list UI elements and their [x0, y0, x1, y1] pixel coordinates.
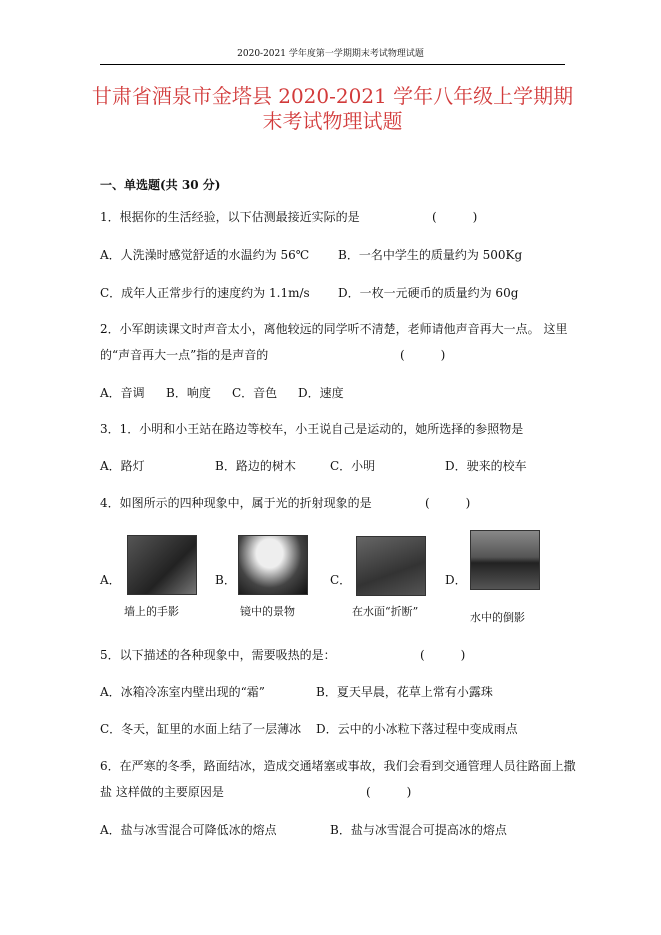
water-reflection-image — [470, 530, 540, 590]
q1-blank: ( ) — [432, 210, 478, 224]
q6-option-b: B．盐与冰雪混合可提高冰的熔点 — [330, 823, 507, 837]
mirror-scene-image — [238, 535, 308, 595]
q3-stem: 3．1．小明和小王站在路边等校车，小王说自己是运动的，她所选择的参照物是 — [100, 422, 524, 436]
q5-option-d: D．云中的小冰粒下落过程中变成雨点 — [316, 722, 518, 736]
q1-option-d: D．一枚一元硬币的质量约为 60g — [338, 286, 519, 300]
q2-option-c: C．音色 — [232, 386, 278, 400]
q4-blank: ( ) — [425, 496, 471, 510]
q6-stem: 6．在严寒的冬季，路面结冰，造成交通堵塞或事故，我们会看到交通管理人员往路面上撒 — [100, 759, 576, 773]
q4-option-d-label: D． — [445, 573, 467, 587]
q2-option-a: A．音调 — [100, 386, 145, 400]
q1-option-a: A．人洗澡时感觉舒适的水温约为 56℃ — [100, 248, 310, 262]
q4-stem: 4．如图所示的四种现象中，属于光的折射现象的是 — [100, 496, 372, 510]
section-heading: 一、单选题(共 30 分) — [100, 178, 221, 192]
q5-option-a: A．冰箱冷冻室内壁出现的“霜” — [100, 685, 265, 699]
hand-shadow-image — [127, 535, 197, 595]
q5-option-b: B．夏天早晨，花草上常有小露珠 — [316, 685, 493, 699]
bent-pencil-image — [356, 536, 426, 596]
q1-option-b: B．一名中学生的质量约为 500Kg — [338, 248, 523, 262]
q4-caption-c: 在水面“折断” — [352, 605, 419, 618]
q3-option-c: C．小明 — [330, 459, 376, 473]
q2-blank: ( ) — [400, 348, 446, 362]
q1-option-c: C．成年人正常步行的速度约为 1.1m/s — [100, 286, 310, 300]
q5-option-c: C．冬天，缸里的水面上结了一层薄冰 — [100, 722, 302, 736]
q2-option-b: B．响度 — [166, 386, 211, 400]
q4-caption-b: 镜中的景物 — [240, 605, 295, 618]
q6-stem-cont: 盐 这样做的主要原因是 — [100, 785, 224, 799]
q3-option-b: B．路边的树木 — [215, 459, 296, 473]
q5-stem: 5．以下描述的各种现象中，需要吸热的是： — [100, 648, 336, 662]
q3-option-d: D．驶来的校车 — [445, 459, 527, 473]
q4-option-c-label: C． — [330, 573, 352, 587]
q2-stem-cont: 的“声音再大一点”指的是声音的 — [100, 348, 269, 362]
q4-caption-a: 墙上的手影 — [124, 605, 179, 618]
q3-option-a: A．路灯 — [100, 459, 145, 473]
title-line: 末考试物理试题 — [262, 109, 403, 133]
document-title — [90, 84, 575, 134]
q6-blank: ( ) — [366, 785, 412, 799]
q4-caption-d: 水中的倒影 — [470, 611, 525, 624]
q5-blank: ( ) — [420, 648, 466, 662]
q2-stem: 2．小军朗读课文时声音太小，离他较远的同学听不清楚，老师请他声音再大一点。 这里 — [100, 322, 568, 336]
q4-option-b-label: B． — [215, 573, 236, 587]
q4-option-a-label: A． — [100, 573, 121, 587]
q6-option-a: A．盐与冰雪混合可降低冰的熔点 — [100, 823, 277, 837]
header-rule — [100, 64, 565, 65]
running-header: 2020-2021 学年度第一学期期末考试物理试题 — [237, 49, 424, 59]
q2-option-d: D．速度 — [298, 386, 344, 400]
title-line: 甘肃省酒泉市金塔县 2020-2021 学年八年级上学期期 — [91, 84, 574, 108]
q1-stem: 1．根据你的生活经验，以下估测最接近实际的是 — [100, 210, 360, 224]
